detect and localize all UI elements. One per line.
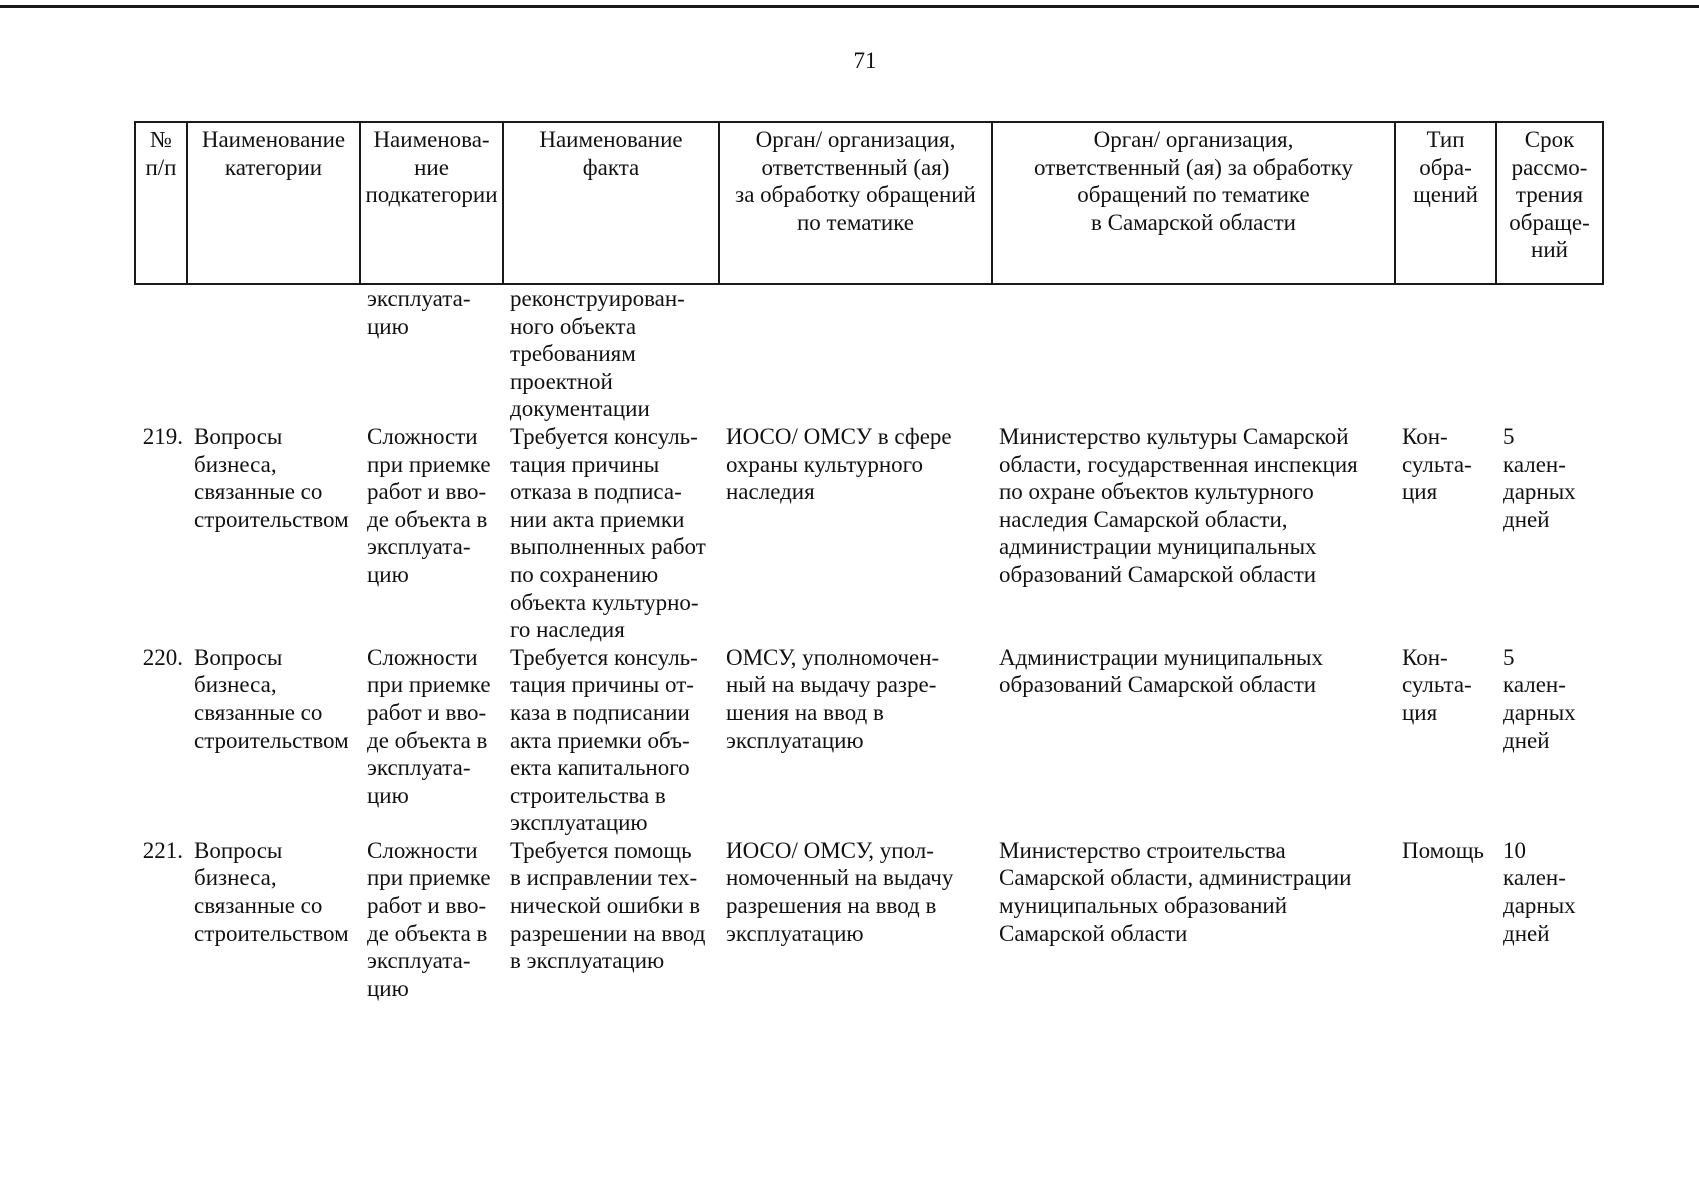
row-category: Вопросы бизнеса, связанные со строительством	[194, 423, 349, 532]
header-number: № п/п	[135, 122, 187, 284]
row-organization-samara	[992, 284, 1395, 423]
row-fact: Требуется консуль- тация причины отказа в подписа- нии акта приемки выполненных работ по сохранению объекта культурно- го наследия	[510, 423, 706, 643]
row-organization	[719, 284, 992, 423]
row-fact: Требуется консуль- тация причины от- каза в подписании акта приемки объ- екта капитального строительства в эксплуатацию	[510, 644, 698, 836]
header-subcategory: Наименова- ние подкатегории	[360, 122, 503, 284]
header-organization: Орган/ организация, ответственный (ая) за обработку обращений по тематике	[719, 122, 992, 284]
table-row	[135, 423, 1603, 644]
top-rule	[0, 5, 1699, 8]
row-review-term: 10 кален- дарных дней	[1503, 837, 1576, 946]
row-number: 219.	[142, 423, 183, 449]
page-number: 71	[853, 48, 877, 73]
row-appeal-type: Кон- сульта- ция	[1402, 423, 1472, 505]
row-organization: ИОСО/ ОМСУ, упол- номоченный на выдачу разрешения на ввод в эксплуатацию	[726, 837, 954, 946]
row-organization: ИОСО/ ОМСУ в сфере охраны культурного наследия	[726, 423, 952, 505]
appeals-table	[134, 121, 1604, 1002]
row-number: 221.	[142, 837, 183, 863]
row-appeal-type: Кон- сульта- ция	[1402, 644, 1472, 725]
table-row	[135, 284, 1603, 423]
row-review-term: 5 кален- дарных дней	[1503, 423, 1576, 532]
row-category	[187, 284, 360, 423]
row-category: Вопросы бизнеса, связанные со строительством	[194, 644, 349, 753]
row-organization-samara: Министерство культуры Самарской области, государственная инспекция по охране объектов культурного наследия Самарской области, администрации муниципальных образований Самарской области	[999, 423, 1358, 587]
header-review-term: Срок рассмо- трения обраще- ний	[1496, 122, 1603, 284]
header-row	[135, 122, 1603, 284]
row-subcategory: Сложности при приемке работ и вво- де объекта в эксплуата- цию	[367, 423, 491, 587]
row-appeal-type: Помощь	[1402, 837, 1484, 863]
row-review-term	[1496, 284, 1603, 423]
row-organization-samara: Министерство строительства Самарской области, администрации муниципальных образований Самарской области	[999, 837, 1352, 946]
row-subcategory: Сложности при приемке работ и вво- де объекта в эксплуата- цию	[367, 837, 491, 1001]
row-organization-samara: Администрации муниципальных образований Самарской области	[999, 644, 1323, 698]
row-category: Вопросы бизнеса, связанные со строительством	[194, 837, 349, 946]
row-fact: реконструирован- ного объекта требованиям проектной документации	[510, 286, 685, 422]
row-number: 220.	[142, 644, 183, 670]
table-row	[135, 837, 1603, 1003]
header-appeal-type: Тип обра- щений	[1395, 122, 1496, 284]
header-organization-samara: Орган/ организация, ответственный (ая) за обработку обращений по тематике в Самарской области	[992, 122, 1395, 284]
row-subcategory: Сложности при приемке работ и вво- де объекта в эксплуата- цию	[367, 644, 491, 808]
row-number	[135, 284, 187, 423]
header-category: Наименование категории	[187, 122, 360, 284]
row-appeal-type	[1395, 284, 1496, 423]
row-subcategory: эксплуата- цию	[367, 286, 471, 339]
row-review-term: 5 кален- дарных дней	[1503, 644, 1576, 753]
row-fact: Требуется помощь в исправлении тех- нической ошибки в разрешении на ввод в эксплуатацию	[510, 837, 706, 974]
header-fact: Наименование факта	[503, 122, 719, 284]
row-organization: ОМСУ, уполномочен- ный на выдачу разре- шения на ввод в эксплуатацию	[726, 644, 940, 753]
table-row	[135, 644, 1603, 837]
